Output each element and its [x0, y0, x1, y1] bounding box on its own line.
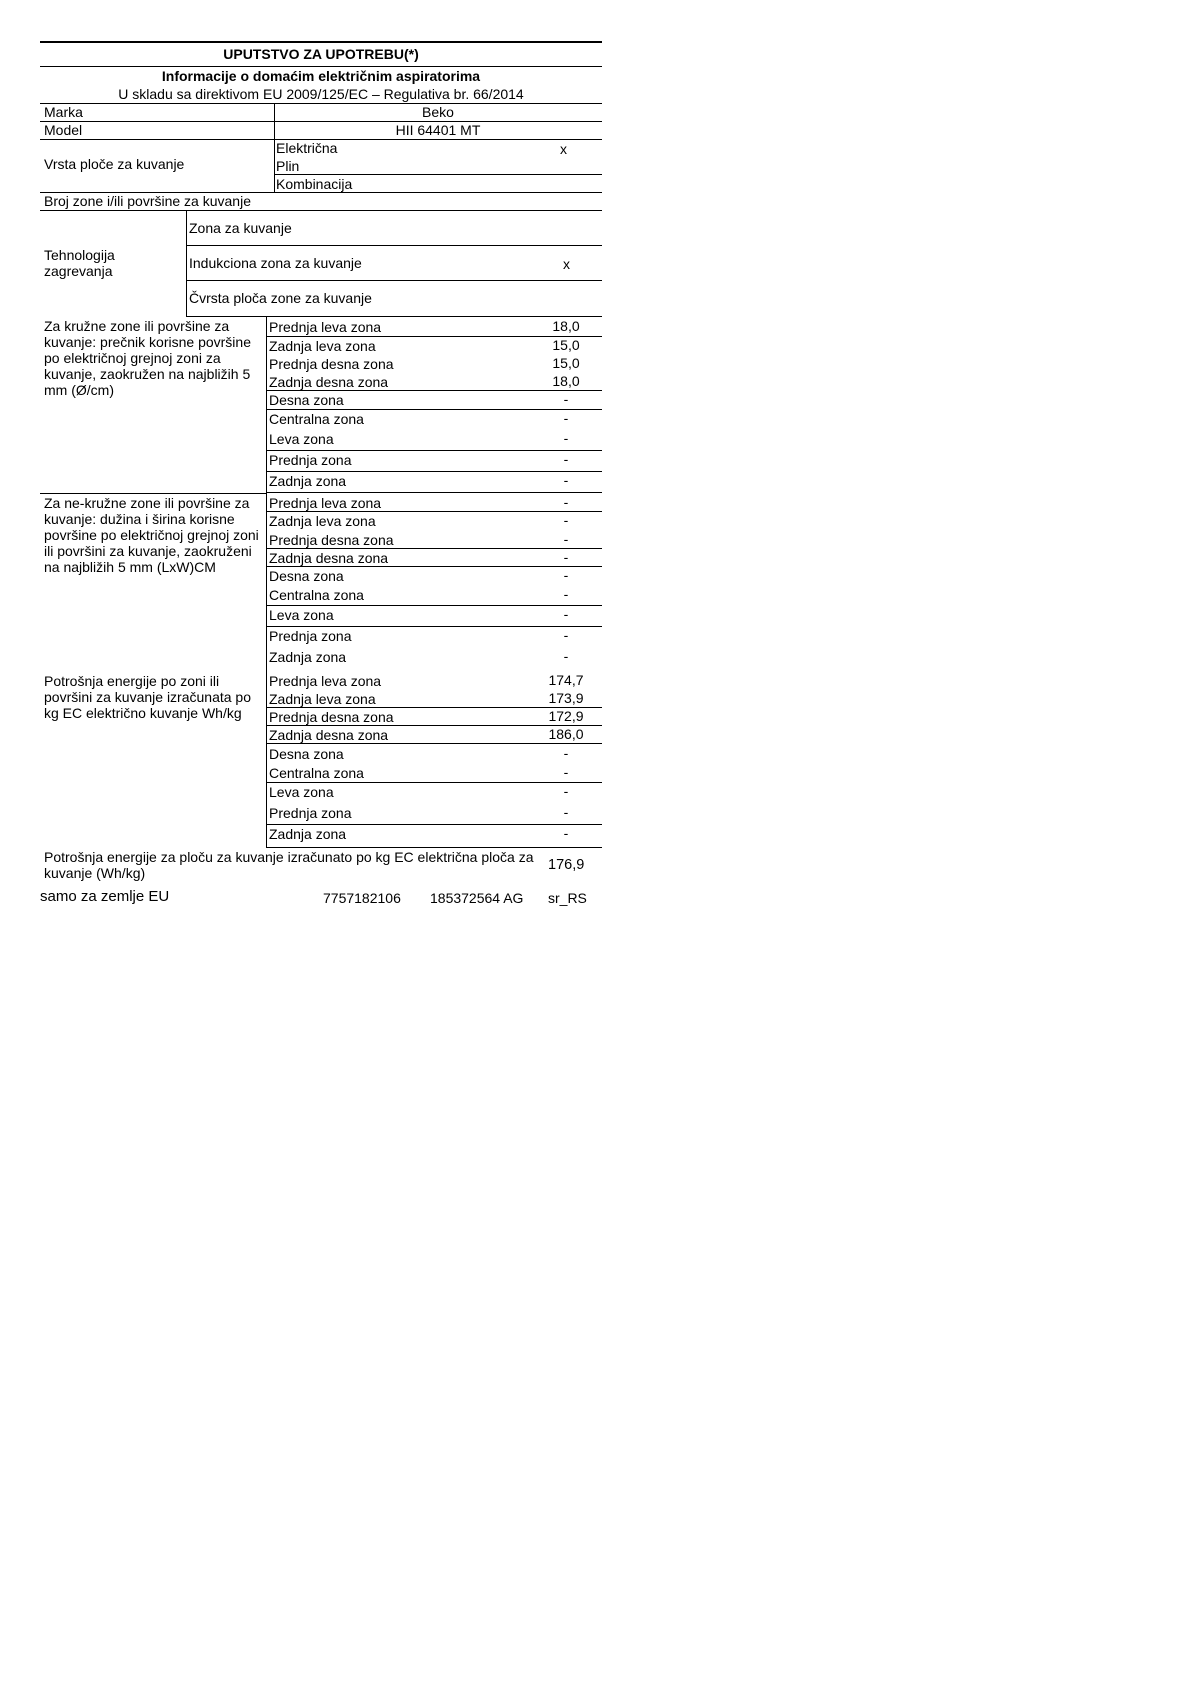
brand-value: Beko: [422, 104, 454, 120]
hob-type-label: Vrsta ploče za kuvanje: [44, 156, 185, 172]
zone-value: 174,7: [548, 672, 584, 688]
energy-hob-value: 176,9: [548, 857, 585, 873]
tech-solid-plate: Čvrsta ploča zone za kuvanje: [189, 290, 372, 306]
row-divider: [266, 824, 602, 825]
zone-name: Leva zona: [269, 431, 334, 447]
document-subtitle: Informacije o domaćim električnim aspiratorima: [161, 68, 481, 84]
row-divider: [266, 725, 602, 726]
zone-value: 15,0: [552, 337, 580, 353]
divider: [186, 280, 602, 281]
row-divider: [266, 707, 602, 708]
zone-value: -: [563, 410, 569, 426]
noncircular-zones-label: Za ne-kružne zone ili površine za kuvanje: dužina i širina korisne površine po električnoj grejnoj zoni ili površini za kuvanje, zaokruženi na najbližih 5 mm (LxW)CM: [44, 495, 259, 575]
zone-value: -: [563, 627, 569, 643]
zone-name: Zadnja leva zona: [269, 338, 376, 354]
zone-value: -: [563, 567, 569, 583]
divider: [274, 174, 602, 175]
zone-value: -: [563, 430, 569, 446]
column-divider: [274, 103, 275, 193]
tech-induction-zone: Indukciona zona za kuvanje: [189, 255, 362, 271]
zone-name: Centralna zona: [269, 765, 364, 781]
row-divider: [266, 847, 602, 848]
row-divider: [266, 471, 602, 472]
zone-value: -: [563, 531, 569, 547]
zone-value: -: [563, 472, 569, 488]
product-code: 7757182106: [323, 890, 401, 906]
locale-code: sr_RS: [548, 890, 587, 906]
zone-value: 18,0: [552, 373, 580, 389]
zone-value: -: [563, 764, 569, 780]
zone-name: Desna zona: [269, 746, 344, 762]
zone-name: Leva zona: [269, 607, 334, 623]
zone-name: Prednja zona: [269, 628, 352, 644]
document-code: 185372564 AG: [430, 890, 524, 906]
zone-name: Leva zona: [269, 784, 334, 800]
zone-name: Zadnja zona: [269, 649, 347, 665]
row-divider: [266, 511, 602, 512]
divider: [40, 210, 602, 211]
zone-name: Zadnja zona: [269, 826, 347, 842]
zone-value: -: [563, 745, 569, 761]
zone-name: Zadnja desna zona: [269, 550, 389, 566]
row-divider: [266, 743, 602, 744]
zone-name: Prednja zona: [269, 452, 352, 468]
zone-value: -: [563, 606, 569, 622]
zone-name: Prednja leva zona: [269, 495, 382, 511]
circular-zones-label: Za kružne zone ili površine za kuvanje: prečnik korisne površine po električnoj grejnoj zoni za kuvanje, zaokružen na najbližih 5 mm (Ø/cm): [44, 318, 251, 398]
model-label: Model: [44, 122, 83, 138]
row-divider: [266, 492, 602, 493]
brand-label: Marka: [44, 104, 83, 120]
hob-type-gas: Plin: [276, 158, 300, 174]
zone-name: Prednja desna zona: [269, 532, 394, 548]
zone-name: Desna zona: [269, 568, 344, 584]
zone-name: Prednja zona: [269, 805, 352, 821]
model-value: HII 64401 MT: [395, 122, 481, 138]
zone-name: Centralna zona: [269, 587, 364, 603]
zone-name: Prednja leva zona: [269, 319, 382, 335]
hob-type-combination: Kombinacija: [276, 176, 353, 192]
top-rule: [40, 41, 602, 43]
zone-name: Centralna zona: [269, 411, 364, 427]
zone-value: -: [563, 512, 569, 528]
zone-value: -: [563, 648, 569, 664]
column-divider: [186, 210, 187, 316]
row-divider: [266, 605, 602, 606]
row-divider: [266, 548, 602, 549]
document-title: UPUTSTVO ZA UPOTREBU(*): [223, 46, 419, 62]
zone-value: -: [563, 586, 569, 602]
zone-name: Prednja desna zona: [269, 709, 394, 725]
hob-type-electric-mark: x: [560, 141, 567, 157]
zone-value: -: [563, 494, 569, 510]
zone-value: 172,9: [548, 708, 584, 724]
zone-value: -: [563, 825, 569, 841]
row-divider: [266, 566, 602, 567]
zone-value: -: [563, 391, 569, 407]
zone-value: -: [563, 451, 569, 467]
zone-name: Zadnja desna zona: [269, 727, 389, 743]
energy-hob-label: Potrošnja energije za ploču za kuvanje izračunato po kg EC električna ploča za kuvanje (Wh/kg): [44, 849, 534, 881]
heating-technology-label: Tehnologija zagrevanja: [44, 247, 115, 279]
zone-name: Zadnja desna zona: [269, 374, 389, 390]
tech-cooking-zone: Zona za kuvanje: [189, 220, 292, 236]
zone-value: 18,0: [552, 318, 580, 334]
zone-value: -: [563, 783, 569, 799]
column-divider: [266, 316, 267, 847]
row-divider: [266, 409, 602, 410]
row-divider: [266, 336, 602, 337]
tech-induction-mark: x: [563, 256, 570, 272]
zone-value: -: [563, 549, 569, 565]
directive-text: U skladu sa direktivom EU 2009/125/EC – Regulativa br. 66/2014: [118, 86, 524, 102]
zone-value: 173,9: [548, 690, 584, 706]
row-divider: [266, 782, 602, 783]
zone-name: Prednja leva zona: [269, 673, 382, 689]
row-divider: [266, 390, 602, 391]
zone-name: Zadnja leva zona: [269, 513, 376, 529]
hob-type-electric: Električna: [276, 140, 338, 156]
zone-name: Zadnja leva zona: [269, 691, 376, 707]
zone-name: Desna zona: [269, 392, 344, 408]
zone-value: -: [563, 804, 569, 820]
row-divider: [266, 450, 602, 451]
zone-name: Zadnja zona: [269, 473, 347, 489]
energy-per-zone-label: Potrošnja energije po zoni ili površini za kuvanje izračunata po kg EC električno kuvanje Wh/kg: [44, 673, 252, 721]
eu-only-note: samo za zemlje EU: [40, 888, 170, 905]
zone-value: 186,0: [548, 726, 584, 742]
zone-name: Prednja desna zona: [269, 356, 394, 372]
zone-value: 15,0: [552, 355, 580, 371]
zones-count-label: Broj zone i/ili površine za kuvanje: [44, 193, 251, 209]
row-divider: [266, 626, 602, 627]
divider: [40, 66, 602, 67]
divider: [186, 316, 602, 317]
divider: [40, 493, 266, 494]
divider: [186, 245, 602, 246]
